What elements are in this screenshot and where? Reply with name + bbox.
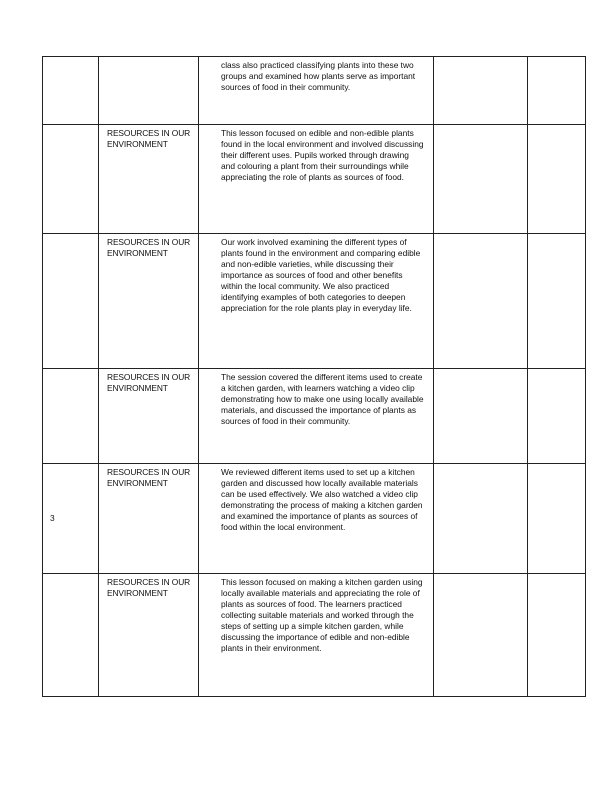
summary-cell	[199, 234, 434, 369]
empty-cell-5	[528, 57, 586, 125]
summary-text: class also practiced classifying plants into these two groups and examined how plants serve as important sources of food in their community.	[221, 60, 416, 92]
empty-cell-4	[434, 464, 528, 574]
table-row	[43, 464, 586, 574]
strand-cell	[99, 57, 199, 125]
table-row	[43, 369, 586, 464]
empty-cell-4	[434, 57, 528, 125]
summary-text: This lesson focused on making a kitchen garden using locally available materials and appreciating the role of plants as sources of food. The learners practiced collecting suitable materials and worked through the steps of setting up a simple kitchen garden, while discussing the importance of edible and non-edible plants in their environment.	[221, 577, 423, 653]
summary-cell	[199, 369, 434, 464]
summary-cell	[199, 574, 434, 697]
summary-cell	[199, 57, 434, 125]
summary-text: The session covered the different items used to create a kitchen garden, with learners watching a video clip demonstrating how to make one using locally available materials, and discussed the importance of plants as sources of food in their community.	[221, 372, 424, 426]
strand-text: RESOURCES IN OUR ENVIRONMENT	[107, 467, 191, 488]
empty-cell-4	[434, 234, 528, 369]
empty-cell-5	[528, 369, 586, 464]
strand-cell	[99, 234, 199, 369]
week-cell	[43, 125, 99, 234]
table-row	[43, 57, 586, 125]
summary-text: Our work involved examining the different types of plants found in the environment and comparing edible and non-edible varieties, while discussing their importance as sources of food and other benefits within the local community. We also practiced identifying examples of both categories to deepen appreciation for the role plants play in everyday life.	[221, 237, 421, 313]
week-cell: 3	[43, 464, 99, 574]
strand-text: RESOURCES IN OUR ENVIRONMENT	[107, 372, 191, 393]
week-cell	[43, 234, 99, 369]
table-row	[43, 574, 586, 697]
empty-cell-4	[434, 369, 528, 464]
table-row	[43, 125, 586, 234]
strand-text: RESOURCES IN OUR ENVIRONMENT	[107, 237, 191, 258]
empty-cell-5	[528, 574, 586, 697]
strand-cell	[99, 125, 199, 234]
table-row	[43, 234, 586, 369]
summary-cell	[199, 125, 434, 234]
lesson-record-table	[42, 56, 586, 697]
strand-text: RESOURCES IN OUR ENVIRONMENT	[107, 128, 191, 149]
empty-cell-5	[528, 125, 586, 234]
empty-cell-4	[434, 574, 528, 697]
strand-cell	[99, 369, 199, 464]
empty-cell-4	[434, 125, 528, 234]
strand-cell	[99, 574, 199, 697]
week-cell	[43, 574, 99, 697]
strand-cell	[99, 464, 199, 574]
empty-cell-5	[528, 464, 586, 574]
summary-cell	[199, 464, 434, 574]
strand-text: RESOURCES IN OUR ENVIRONMENT	[107, 577, 191, 598]
week-cell	[43, 57, 99, 125]
summary-text: This lesson focused on edible and non-edible plants found in the local environment and involved discussing their different uses. Pupils worked through drawing and colouring a plant from their surroundings while appreciating the role of plants as sources of food.	[221, 128, 424, 182]
empty-cell-5	[528, 234, 586, 369]
summary-text: We reviewed different items used to set up a kitchen garden and discussed how locally available materials can be used effectively. We also watched a video clip demonstrating the process of making a kitchen garden and examined the importance of plants as sources of food within the local environment.	[221, 467, 423, 532]
week-cell	[43, 369, 99, 464]
